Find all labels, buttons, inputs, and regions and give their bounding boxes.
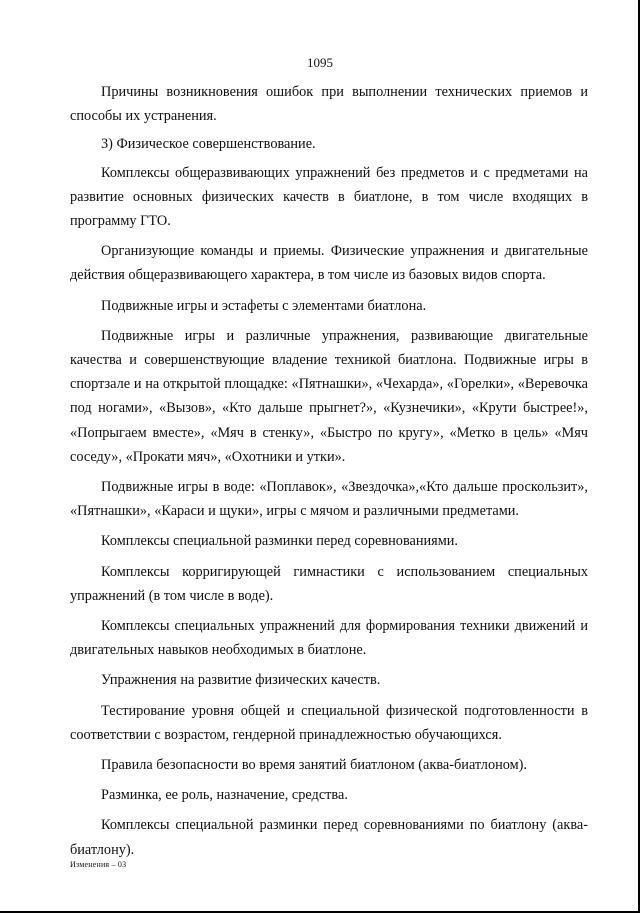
paragraph-general-exercises: Комплексы общеразвивающих упражнений без предметов и с предметами на развитие основных физических качеств в биатлоне, в том числе входящих в программу ГТО. bbox=[70, 164, 588, 230]
paragraph-safety-rules: Правила безопасности во время занятий биатлоном (аква-биатлоном). bbox=[101, 757, 528, 774]
paragraph-water-games: Подвижные игры в воде: «Поплавок», «Звездочка»,«Кто дальше проскользит», «Пятнашки», «Караси и щуки», игры с мячом и различными предметами. bbox=[70, 479, 588, 520]
paragraph-corrective-gymnastics: Комплексы корригирующей гимнастики с использованием специальных упражнений (в том числе в воде). bbox=[70, 563, 588, 604]
paragraph-warmup-complexes: Комплексы специальной разминки перед соревнованиями. bbox=[101, 533, 458, 550]
paragraph-organizing-commands: Организующие команды и приемы. Физические упражнения и двигательные действия общеразвивающего характера, в том числе из базовых видов спорта. bbox=[70, 243, 588, 284]
paragraph-competition-warmup: Комплексы специальной разминки перед соревнованиями по биатлону (аква-биатлону). bbox=[70, 817, 588, 858]
paragraph-physical-qualities: Упражнения на развитие физических качеств. bbox=[101, 672, 381, 689]
page-number: 1095 bbox=[307, 55, 333, 70]
paragraph-active-games: Подвижные игры и различные упражнения, развивающие двигательные качества и совершенствующие владение техникой биатлона. Подвижные игры в спортзале и на открытой площадке: «Пятнашки», «Чехарда», «Горелки», «Веревочка под ногами», «Вызов», «Кто дальше прыгнет?», «Кузнечики», «Крути быстрее!», «Попрыгаем вместе», «Мяч в стенку», «Быстро по кругу», «Метко в цель» «Мяч соседу», «Прокати мяч», «Охотники и утки». bbox=[70, 327, 588, 465]
document-body bbox=[70, 80, 588, 868]
paragraph-technique-exercises: Комплексы специальных упражнений для формирования техники движений и двигательных навыков необходимых в биатлоне. bbox=[70, 618, 588, 659]
paragraph-errors: Причины возникновения ошибок при выполнении технических приемов и способы их устранения. bbox=[70, 84, 588, 125]
paragraph-warmup-role: Разминка, ее роль, назначение, средства. bbox=[101, 787, 348, 804]
paragraph-relay-games: Подвижные игры и эстафеты с элементами биатлона. bbox=[101, 297, 427, 314]
footer-revision: Изменения – 03 bbox=[70, 860, 127, 869]
paragraph-testing: Тестирование уровня общей и специальной физической подготовленности в соответствии с возрастом, гендерной принадлежностью обучающихся. bbox=[70, 702, 588, 743]
paragraph-section-heading: 3) Физическое совершенствование. bbox=[101, 136, 316, 153]
